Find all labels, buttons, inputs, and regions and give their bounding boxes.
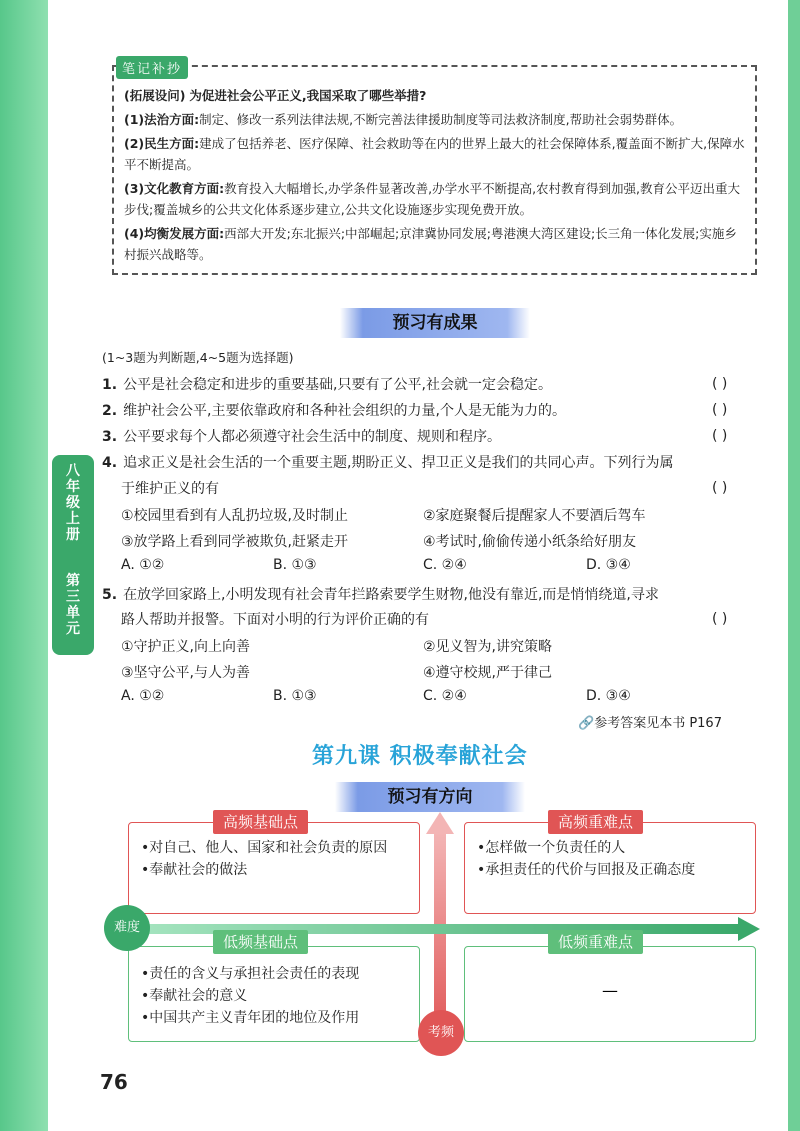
high-basic-label: 高频基础点	[213, 810, 308, 834]
choice-b[interactable]: B. ①③	[273, 688, 317, 704]
list-item: •奉献社会的做法	[141, 862, 248, 878]
question-5-line2: 路人帮助并报警。下面对小明的行为评价正确的有	[121, 612, 429, 628]
answer-reference-text: 参考答案见本书 P167	[594, 716, 722, 731]
note-item-text: 教育投入大幅增长,办学条件显著改善,办学水平不断提高,农村教育得到加强,教育公平迈出重大步伐;覆盖城乡的公共文化体系逐步建立,公共文化设施逐步实现免费开放。	[124, 181, 741, 217]
side-tab	[52, 455, 94, 655]
statement: ③放学路上看到同学被欺负,赶紧走开	[121, 534, 349, 550]
difficulty-axis-label: 难度	[104, 905, 150, 951]
direction-banner: 预习有方向	[335, 782, 525, 812]
question-text: 公平要求每个人都必须遵守社会生活中的制度、规则和程序。	[123, 429, 502, 445]
low-hard-content: —	[602, 981, 618, 1000]
grade-label: 八年级上册	[66, 463, 80, 543]
note-question	[124, 85, 747, 106]
question-text: 维护社会公平,主要依靠政府和各种社会组织的力量,个人是无能为力的。	[123, 403, 566, 419]
question-number: 1.	[102, 377, 118, 393]
high-hard-label: 高频重难点	[548, 810, 643, 834]
y-axis-arrowhead	[426, 812, 454, 834]
note-question-label: (拓展设问)	[124, 88, 186, 103]
x-axis-arrowhead	[738, 917, 760, 941]
note-item-text: 建成了包括养老、医疗保障、社会救助等在内的世界上最大的社会保障体系,覆盖面不断扩大,保障水平不断提高。	[124, 136, 745, 172]
preview-banner: 预习有成果	[340, 308, 530, 338]
note-item	[124, 223, 747, 265]
high-hard-box	[464, 822, 756, 914]
statement: ④遵守校规,严于律己	[423, 665, 553, 681]
question-number: 2.	[102, 403, 118, 419]
question-4	[102, 450, 674, 476]
answer-blank[interactable]: ( )	[712, 480, 728, 496]
low-hard-box	[464, 946, 756, 1042]
question-1	[102, 372, 552, 398]
question-5	[102, 582, 659, 608]
high-basic-box	[128, 822, 420, 914]
list-item: •奉献社会的意义	[141, 988, 248, 1004]
note-item	[124, 133, 747, 175]
question-text: 公平是社会稳定和进步的重要基础,只要有了公平,社会就一定会稳定。	[123, 377, 552, 393]
statement: ③坚守公平,与人为善	[121, 665, 251, 681]
answer-blank[interactable]: ( )	[712, 611, 728, 627]
answer-blank[interactable]: ( )	[712, 376, 728, 392]
low-basic-label: 低频基础点	[213, 930, 308, 954]
question-number: 5.	[102, 587, 118, 603]
question-3	[102, 424, 501, 450]
statement: ②见义智为,讲究策略	[423, 639, 553, 655]
page-number: 76	[100, 1070, 128, 1094]
statement: ④考试时,偷偷传递小纸条给好朋友	[423, 534, 637, 550]
low-basic-box	[128, 946, 420, 1042]
choice-c[interactable]: C. ②④	[423, 688, 467, 704]
choice-d[interactable]: D. ③④	[586, 688, 631, 704]
question-number: 4.	[102, 455, 118, 471]
question-4-line2: 于维护正义的有	[121, 481, 219, 497]
question-number: 3.	[102, 429, 118, 445]
note-item-label: (3)文化教育方面:	[124, 181, 225, 196]
choice-b[interactable]: B. ①③	[273, 557, 317, 573]
low-hard-label: 低频重难点	[548, 930, 643, 954]
choice-c[interactable]: C. ②④	[423, 557, 467, 573]
note-item-text: 西部大开发;东北振兴;中部崛起;京津冀协同发展;粤港澳大湾区建设;长三角一体化发展;实施乡村振兴战略等。	[124, 226, 737, 262]
statement: ①校园里看到有人乱扔垃圾,及时制止	[121, 508, 349, 524]
choice-a[interactable]: A. ①②	[121, 688, 165, 704]
note-item	[124, 178, 747, 220]
list-item: •责任的含义与承担社会责任的表现	[141, 966, 360, 982]
list-item: •承担责任的代价与回报及正确态度	[477, 862, 696, 878]
note-question-text: 为促进社会公平正义,我国采取了哪些举措?	[189, 88, 427, 103]
frequency-axis-label: 考频	[418, 1010, 464, 1056]
question-instruction: (1~3题为判断题,4~5题为选择题)	[102, 350, 294, 365]
choice-a[interactable]: A. ①②	[121, 557, 165, 573]
note-item-label: (4)均衡发展方面:	[124, 226, 225, 241]
page-edge	[0, 0, 48, 1131]
note-item-label: (1)法治方面:	[124, 112, 200, 127]
note-item-label: (2)民生方面:	[124, 136, 200, 151]
answer-blank[interactable]: ( )	[712, 402, 728, 418]
lesson-title: 第九课 积极奉献社会	[312, 744, 528, 769]
note-tag: 笔记补抄	[116, 56, 188, 79]
choice-d[interactable]: D. ③④	[586, 557, 631, 573]
question-2	[102, 398, 566, 424]
unit-label: 第三单元	[66, 573, 80, 637]
list-item: •怎样做一个负责任的人	[477, 840, 626, 856]
note-box	[112, 65, 757, 275]
question-text: 在放学回家路上,小明发现有社会青年拦路索要学生财物,他没有靠近,而是悄悄绕道,寻求	[123, 587, 659, 603]
answer-blank[interactable]: ( )	[712, 428, 728, 444]
statement: ①守护正义,向上向善	[121, 639, 251, 655]
question-text: 追求正义是社会生活的一个重要主题,期盼正义、捍卫正义是我们的共同心声。下列行为属	[123, 455, 674, 471]
statement: ②家庭聚餐后提醒家人不要酒后驾车	[423, 508, 646, 524]
note-item	[124, 109, 747, 130]
list-item: •中国共产主义青年团的地位及作用	[141, 1010, 360, 1026]
note-item-text: 制定、修改一系列法律法规,不断完善法律援助制度等司法救济制度,帮助社会弱势群体。	[199, 112, 683, 127]
link-icon: 🔗	[578, 716, 595, 731]
answer-reference	[578, 712, 722, 731]
list-item: •对自己、他人、国家和社会负责的原因	[141, 840, 388, 856]
